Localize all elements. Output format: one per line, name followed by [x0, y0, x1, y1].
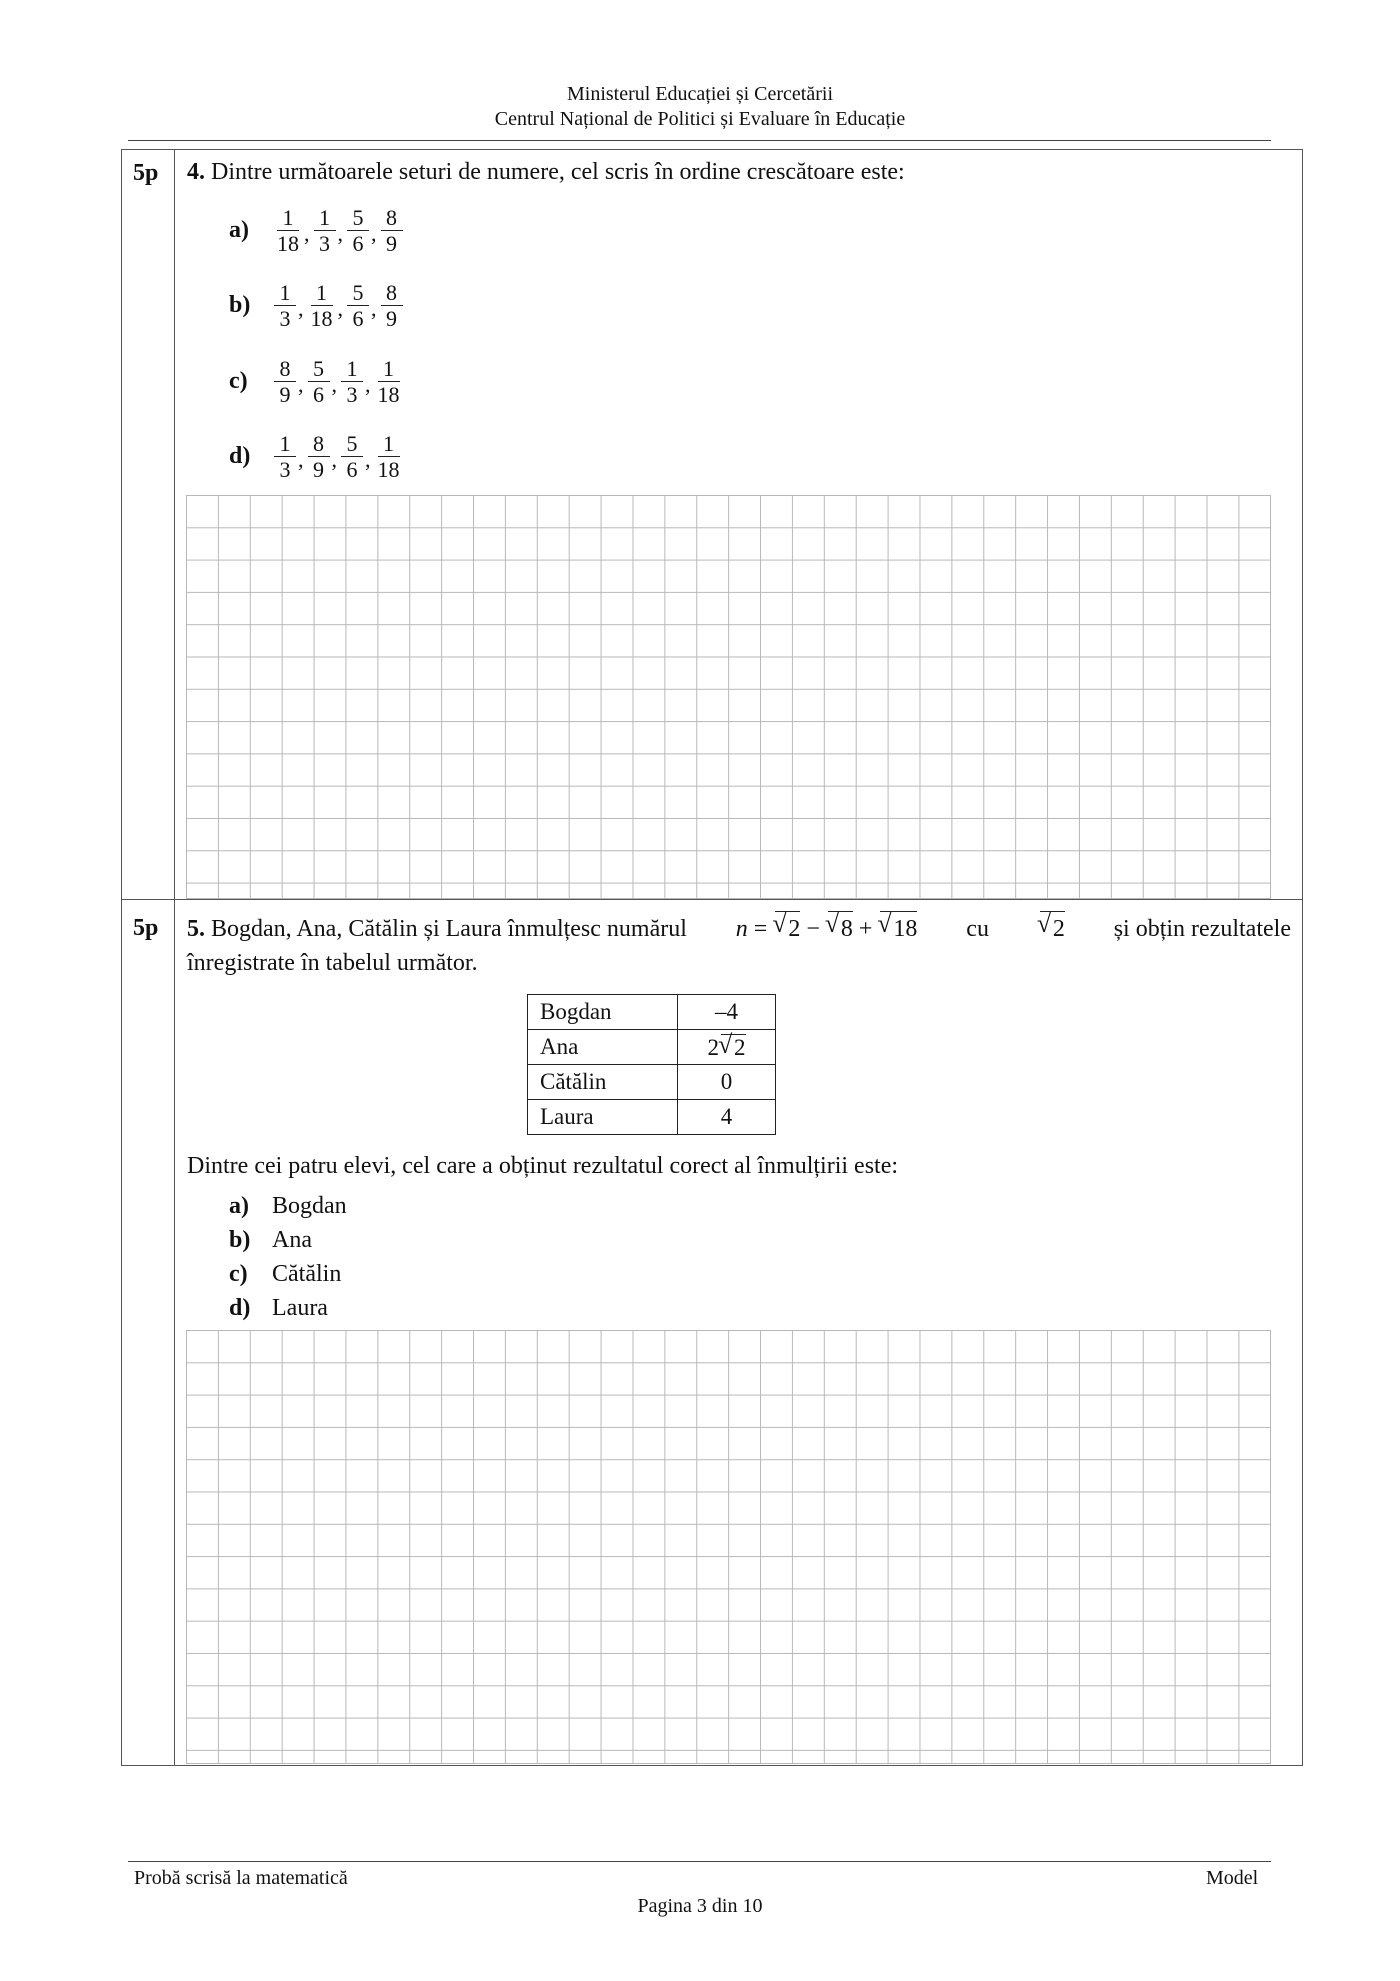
q5-text	[187, 911, 1291, 980]
fraction: $\frac{8}{9}$	[274, 356, 296, 407]
fraction: $\frac{1}{3}$	[314, 205, 336, 256]
option-label: b)	[229, 291, 251, 318]
q5-option-b[interactable]: b) Ana	[229, 1227, 312, 1253]
q4-text	[187, 155, 905, 189]
header-ministry: Ministerul Educației și Cercetării	[566, 83, 834, 105]
fraction: $\frac{8}{9}$	[381, 205, 403, 256]
q5-question: Dintre cei patru elevi, cel care a obținut rezultatul corect al înmulțirii este:	[187, 1153, 899, 1179]
footer-exam-title: Probă scrisă la matematică	[134, 1867, 348, 1889]
fraction: $\frac{1}{3}$	[274, 280, 296, 331]
q4-statement: Dintre următoarele seturi de numere, cel scris în ordine crescătoare este:	[211, 159, 905, 185]
results-table	[527, 994, 776, 1135]
q5-option-d[interactable]: d) Laura	[229, 1295, 328, 1321]
fraction: $\frac{1}{18}$	[277, 204, 299, 256]
q5-points: 5p	[133, 915, 159, 941]
page-header	[0, 82, 1400, 132]
q4-number: 4.	[187, 159, 205, 185]
fraction: $\frac{5}{6}$	[347, 280, 369, 331]
points-column-divider	[174, 149, 175, 1766]
q5-option-c[interactable]: c) Cătălin	[229, 1261, 342, 1287]
fraction: $\frac{5}{6}$	[308, 356, 330, 407]
header-rule	[128, 140, 1271, 141]
q5-cu: cu	[966, 916, 989, 942]
q5-option-a[interactable]: a) Bogdan	[229, 1193, 347, 1219]
q4-option-a[interactable]: a) $\frac{1}{18}$ , $\frac{1}{3}$ , $\frac{5}{6}$ , $\frac{8}{9}$	[229, 200, 403, 260]
table-row: Ana 2√ 2	[528, 1030, 776, 1065]
option-label: a)	[229, 216, 249, 243]
q4-option-b[interactable]: b) $\frac{1}{3}$ , $\frac{1}{18}$ , $\frac{5}{6}$ , $\frac{8}{9}$	[229, 275, 403, 335]
q5-statement-line2: înregistrate în tabelul următor.	[187, 950, 478, 976]
q4-points: 5p	[133, 160, 159, 186]
fraction: $\frac{1}{3}$	[341, 356, 363, 407]
fraction: $\frac{8}{9}$	[308, 431, 330, 482]
fraction: $\frac{1}{3}$	[274, 431, 296, 482]
header-center: Centrul Național de Politici și Evaluare în Educație	[494, 108, 906, 130]
q5-statement-after: și obțin rezultatele	[1113, 916, 1291, 942]
q5-answer-grid[interactable]	[186, 1330, 1271, 1764]
fraction: $\frac{1}{18}$	[310, 279, 333, 331]
option-label: c)	[229, 367, 248, 394]
footer-model-label: Model	[1206, 1867, 1259, 1889]
option-label: d)	[229, 442, 251, 469]
fraction: $\frac{5}{6}$	[341, 431, 363, 482]
fraction: $\frac{1}{18}$	[377, 355, 400, 407]
fraction: $\frac{5}{6}$	[347, 205, 369, 256]
fraction: $\frac{1}{18}$	[377, 430, 400, 482]
fraction: $\frac{8}{9}$	[381, 280, 403, 331]
q5-statement-intro: Bogdan, Ana, Cătălin și Laura înmulțesc numărul	[211, 916, 687, 942]
footer-rule	[128, 1861, 1271, 1862]
q4-option-d[interactable]: d) $\frac{1}{3}$ , $\frac{8}{9}$ , $\frac{5}{6}$ , $\frac{1}{18}$	[229, 426, 403, 486]
q5-multiplier: √ 2	[1040, 911, 1065, 946]
q5-number: 5.	[187, 916, 205, 942]
table-row: Bogdan –4	[528, 995, 776, 1030]
q5-expression: n = √ 2 − √ 8 + √ 18	[736, 911, 918, 946]
q4-option-c[interactable]: c) $\frac{8}{9}$ , $\frac{5}{6}$ , $\frac{1}{3}$ , $\frac{1}{18}$	[229, 351, 403, 411]
table-row: Laura 4	[528, 1100, 776, 1135]
table-row: Cătălin 0	[528, 1065, 776, 1100]
q4-answer-grid[interactable]	[186, 495, 1271, 899]
page-number: Pagina 3 din 10	[637, 1895, 763, 1917]
question-separator	[121, 899, 1303, 900]
